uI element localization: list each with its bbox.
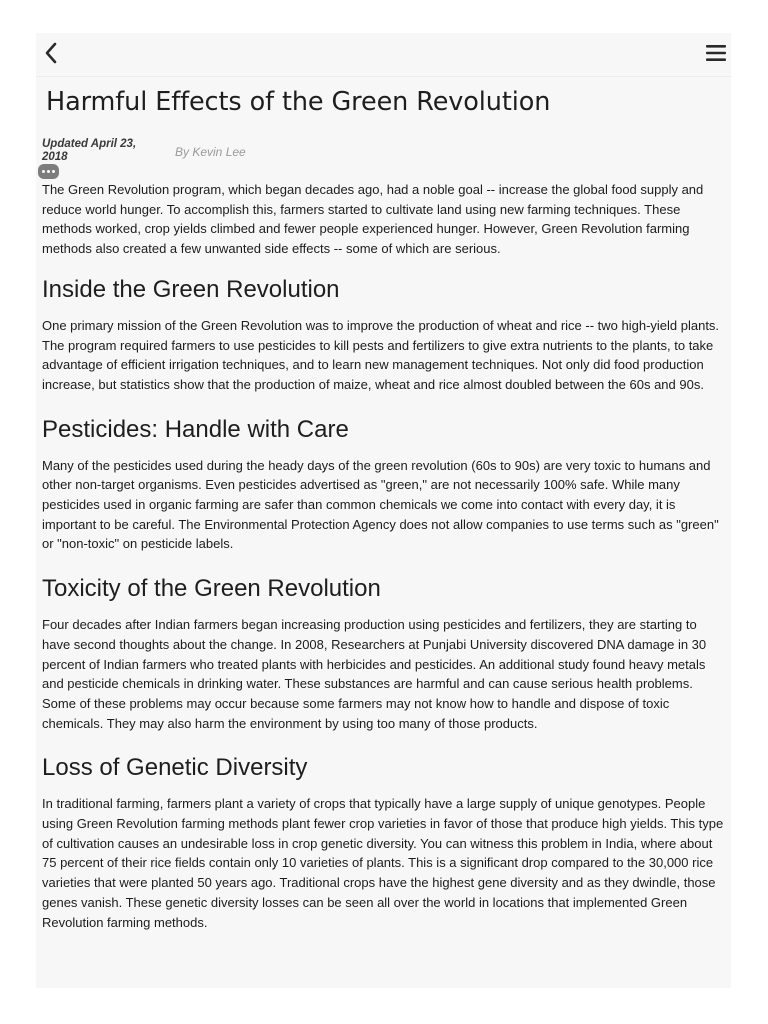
section-paragraph: Four decades after Indian farmers began increasing production using pesticides and fertilizers, they are starting to have second thoughts about the change. In 2008, Researchers at Punjabi University discovered DNA damage in 30 percent of Indian farmers who treated plants with herbicides and pesticides. An additional study found heavy metals and pesticide chemicals in drinking water. These substances are harmful and can cause serious health problems. Some of these problems may occur because some farmers may not know how to handle and dispose of toxic chemicals. They may also harm the environment by using too many of those products.	[42, 617, 707, 731]
article-page	[36, 33, 731, 988]
article-content	[36, 86, 731, 932]
section-heading: Toxicity of the Green Revolution	[42, 575, 381, 603]
article-title: Harmful Effects of the Green Revolution	[46, 87, 551, 117]
section-heading: Inside the Green Revolution	[42, 275, 340, 303]
intro-paragraph: The Green Revolution program, which began decades ago, had a noble goal -- increase the global food supply and reduce world hunger. To accomplish this, farmers started to cultivate land using new farming techniques. These methods worked, crop yields climbed and fewer people experienced hunger. However, Green Revolution farming methods also created a few unwanted side effects -- some of which are serious.	[42, 182, 704, 257]
dot-icon	[47, 170, 50, 173]
dot-icon	[52, 170, 55, 173]
updated-date: Updated April 23, 2018	[42, 138, 137, 163]
section-heading: Pesticides: Handle with Care	[42, 415, 349, 443]
author-byline: By Kevin Lee	[175, 145, 246, 159]
section-paragraph: One primary mission of the Green Revolution was to improve the production of wheat and rice -- two high-yield plants. The program required farmers to use pesticides to kill pests and fertilizers to give extra nutrients to the plants, to take advantage of efficient irrigation techniques, and to learn new management techniques. Not only did food production increase, but statistics show that the production of maize, wheat and rice almost doubled between the 60s and 90s.	[42, 317, 720, 392]
chevron-left-icon	[40, 41, 64, 65]
top-navigation-bar	[36, 33, 731, 77]
section-heading: Loss of Genetic Diversity	[42, 754, 308, 782]
dot-icon	[42, 170, 45, 173]
menu-button[interactable]	[705, 42, 727, 64]
section-paragraph: Many of the pesticides used during the heady days of the green revolution (60s to 90s) are very toxic to humans and other non-target organisms. Even pesticides advertised as "green," are not necessarily 100% safe. While many pesticides used in organic farming are safer than common chemicals we come into contact with every day, it is important to be careful. The Environmental Protection Agency does not allow companies to use terms such as "green" or "non-toxic" on pesticide labels.	[42, 457, 719, 552]
back-button[interactable]	[40, 41, 64, 65]
section-paragraph: In traditional farming, farmers plant a variety of crops that typically have a large supply of unique genotypes. People using Green Revolution farming methods plant fewer crop varieties in favor of those that produce high yields. This type of cultivation causes an undesirable loss in crop genetic diversity. You can witness this problem in India, where about 75 percent of their rice fields contain only 10 varieties of plants. This is a significant drop compared to the 30,000 rice varieties that were planted 50 years ago. Traditional crops have the highest gene diversity and as they dwindle, those genes vanish. These genetic diversity losses can be seen all over the world in locations that implemented Green Revolution farming methods.	[42, 796, 724, 930]
hamburger-menu-icon	[705, 42, 727, 64]
article-meta	[42, 138, 725, 170]
